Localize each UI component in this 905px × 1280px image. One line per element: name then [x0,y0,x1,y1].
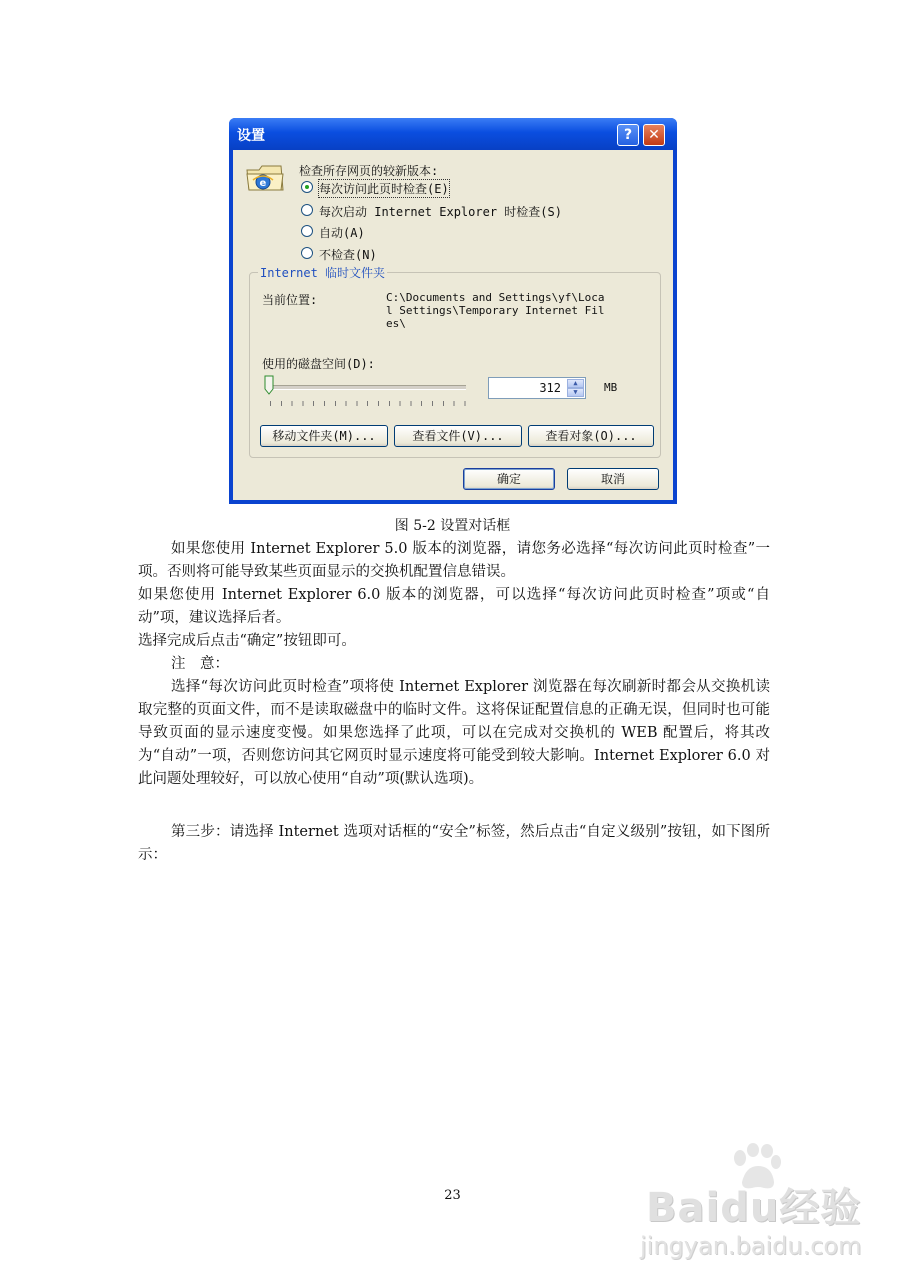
cancel-button[interactable]: 取消 [567,468,659,490]
disk-space-value[interactable]: 312 [539,381,561,395]
ie-folder-icon [245,160,285,194]
disk-space-spinbox[interactable] [488,377,586,399]
radio-automatic-label: 自动(A) [319,226,365,240]
note-heading: 注 意： [171,656,229,672]
paragraph-note: 选择“每次访问此页时检查”项将使 Internet Explorer 浏览器在每次刷新时都会从交换机读取完整的页面文件，而不是读取磁盘中的临时文件。这将保证配置信息的正确无误，但同时也可能导致页面的显示速度变慢。如果您选择了此项，可以在完成对交换机的 WEB 配置后，将其改为“自动”一项，否则您访问其它网页时显示速度将可能受到较大影响。Internet Explorer 6.0 对此问题处理较好，可以放心使用“自动”项(默认选项)。 [138,679,770,787]
disk-space-slider-thumb[interactable] [264,375,274,395]
radio-never-label: 不检查(N) [319,248,377,262]
page-number: 23 [444,1188,461,1203]
figure-caption: 图 5-2 设置对话框 [394,518,511,534]
disk-space-slider-ticks [270,401,466,406]
disk-space-spin-buttons [567,379,584,397]
spin-down-icon[interactable]: ▼ [567,388,584,397]
settings-dialog [229,118,677,504]
temp-files-group-title: Internet 临时文件夹 [260,266,386,280]
disk-space-unit: MB [604,381,618,394]
help-icon: ? [623,127,633,143]
paragraph-step-three: 第三步：请选择 Internet 选项对话框的“安全”标签，然后点击“自定义级别”按钮，如下图所示： [138,824,770,863]
view-files-button[interactable]: 查看文件(V)... [394,425,522,447]
dialog-title: 设置 [237,128,265,144]
paragraph-ie5: 如果您使用 Internet Explorer 5.0 版本的浏览器，请您务必选择“每次访问此页时检查”一项。否则将可能导致某些页面显示的交换机配置信息错误。 [138,541,770,580]
paragraph-ie6: 如果您使用 Internet Explorer 6.0 版本的浏览器，可以选择“每次访问此页时检查”项或“自动”项，建议选择后者。 [138,587,770,626]
dialog-titlebar[interactable] [229,118,677,150]
radio-every-start-label: 每次启动 Internet Explorer 时检查(S) [319,205,562,219]
radio-every-visit-label: 每次访问此页时检查(E) [319,182,449,196]
close-button[interactable] [643,124,665,146]
dialog-client-area [233,150,673,500]
watermark-url: jingyan.baidu.com [640,1232,862,1260]
watermark-logo: Baidu经验 [646,1185,862,1231]
help-button[interactable] [617,124,639,146]
close-icon: ✕ [648,127,660,143]
paragraph-confirm: 选择完成后点击“确定”按钮即可。 [138,633,356,649]
radio-never-circle[interactable] [301,247,313,259]
move-folder-button[interactable]: 移动文件夹(M)... [260,425,388,447]
svg-text:e: e [259,178,267,189]
radio-every-visit-circle[interactable] [301,181,313,193]
baidu-watermark [628,1140,868,1270]
temp-files-group [249,266,661,458]
radio-every-start-circle[interactable] [301,204,313,216]
radio-automatic-circle[interactable] [301,225,313,237]
current-location-value: C:\Documents and Settings\yf\Local Settings\Temporary Internet Files\ [386,291,605,330]
disk-space-label: 使用的磁盘空间(D): [262,357,375,371]
spin-up-icon[interactable]: ▲ [567,379,584,388]
check-versions-heading: 检查所存网页的较新版本: [299,164,439,178]
disk-space-slider-track[interactable] [270,385,466,390]
view-objects-button[interactable]: 查看对象(O)... [528,425,654,447]
ok-button[interactable]: 确定 [463,468,555,490]
current-location-label: 当前位置: [262,293,318,307]
